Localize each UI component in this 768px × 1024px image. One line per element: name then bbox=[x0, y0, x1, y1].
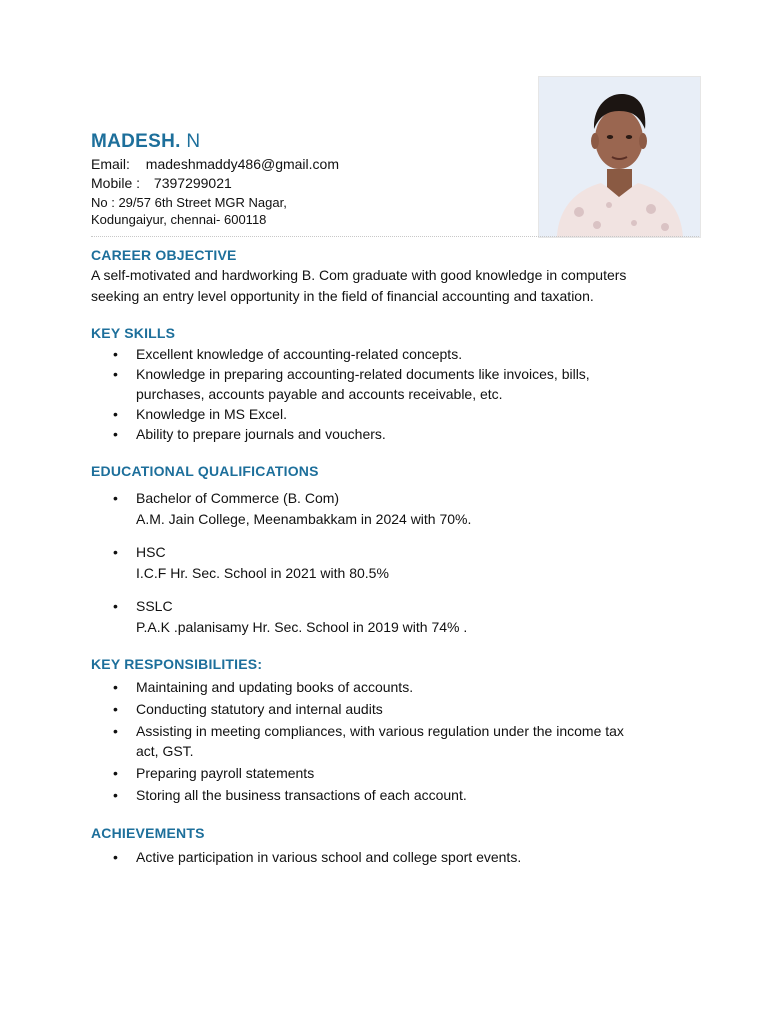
bullet: • bbox=[113, 544, 118, 560]
email-row bbox=[91, 156, 339, 172]
email-label: Email: bbox=[91, 156, 130, 172]
responsibility-text: act, GST. bbox=[136, 743, 194, 759]
responsibility-text: Maintaining and updating books of accounts. bbox=[136, 679, 414, 695]
skill-text: purchases, accounts payable and accounts receivable, etc. bbox=[136, 386, 503, 402]
profile-photo bbox=[538, 76, 701, 238]
mobile-label: Mobile : bbox=[91, 175, 141, 191]
education-detail-row bbox=[113, 509, 471, 530]
bullet: • bbox=[113, 346, 118, 362]
key-skills-list bbox=[113, 344, 590, 444]
education-detail: P.A.K .palanisamy Hr. Sec. School in 2019 with 74% . bbox=[136, 619, 468, 635]
education-title-row bbox=[113, 596, 467, 617]
list-item bbox=[113, 785, 624, 805]
education-title: HSC bbox=[136, 544, 166, 560]
list-item bbox=[113, 364, 590, 384]
list-item bbox=[113, 344, 590, 364]
skill-text: Ability to prepare journals and vouchers. bbox=[136, 426, 386, 442]
email-value: madeshmaddy486@gmail.com bbox=[145, 156, 339, 172]
achievement-text: Active participation in various school and college sport events. bbox=[136, 849, 522, 865]
name-initial: N bbox=[186, 131, 201, 152]
portrait-illustration bbox=[539, 77, 700, 237]
achievements-heading: ACHIEVEMENTS bbox=[91, 825, 205, 841]
name-main: MADESH. bbox=[91, 131, 181, 152]
responsibility-text: Preparing payroll statements bbox=[136, 765, 315, 781]
list-item-continuation bbox=[113, 384, 590, 404]
list-item-continuation bbox=[113, 741, 624, 761]
bullet: • bbox=[113, 426, 118, 442]
mobile-value: 7397299021 bbox=[153, 175, 232, 191]
education-detail-row bbox=[113, 563, 389, 584]
bullet: • bbox=[113, 849, 118, 865]
candidate-name bbox=[91, 131, 200, 153]
responsibility-text: Storing all the business transactions of each account. bbox=[136, 787, 467, 803]
list-item bbox=[113, 847, 521, 867]
list-item bbox=[113, 763, 624, 783]
list-item bbox=[113, 721, 624, 741]
education-detail: A.M. Jain College, Meenambakkam in 2024 with 70%. bbox=[136, 511, 472, 527]
career-objective-line-2: seeking an entry level opportunity in the field of financial accounting and taxation. bbox=[91, 288, 594, 304]
bullet: • bbox=[113, 366, 118, 382]
education-title-row bbox=[113, 542, 389, 563]
address-line-1: No : 29/57 6th Street MGR Nagar, bbox=[91, 195, 287, 210]
career-objective-line-1: A self-motivated and hardworking B. Com graduate with good knowledge in computers bbox=[91, 267, 627, 283]
education-detail-row bbox=[113, 617, 467, 638]
responsibilities-heading: KEY RESPONSIBILITIES: bbox=[91, 656, 263, 672]
responsibilities-list bbox=[113, 677, 624, 805]
education-heading: EDUCATIONAL QUALIFICATIONS bbox=[91, 463, 319, 479]
list-item bbox=[113, 424, 590, 444]
career-objective-text bbox=[91, 265, 691, 307]
education-entry-bcom bbox=[113, 488, 471, 530]
education-title-row bbox=[113, 488, 471, 509]
list-item bbox=[113, 699, 624, 719]
bullet: • bbox=[113, 787, 118, 803]
skill-text: Excellent knowledge of accounting-related concepts. bbox=[136, 346, 463, 362]
education-entry-sslc bbox=[113, 596, 467, 638]
header-divider bbox=[91, 236, 699, 237]
bullet: • bbox=[113, 406, 118, 422]
bullet: • bbox=[113, 701, 118, 717]
bullet: • bbox=[113, 723, 118, 739]
list-item bbox=[113, 677, 624, 697]
responsibility-text: Assisting in meeting compliances, with various regulation under the income tax bbox=[136, 723, 624, 739]
address-line-2: Kodungaiyur, chennai- 600118 bbox=[91, 212, 267, 227]
education-title: SSLC bbox=[136, 598, 173, 614]
education-detail: I.C.F Hr. Sec. School in 2021 with 80.5% bbox=[136, 565, 389, 581]
bullet: • bbox=[113, 598, 118, 614]
education-title: Bachelor of Commerce (B. Com) bbox=[136, 490, 340, 506]
bullet: • bbox=[113, 490, 118, 506]
skill-text: Knowledge in MS Excel. bbox=[136, 406, 287, 422]
education-entry-hsc bbox=[113, 542, 389, 584]
skill-text: Knowledge in preparing accounting-related documents like invoices, bills, bbox=[136, 366, 590, 382]
responsibility-text: Conducting statutory and internal audits bbox=[136, 701, 383, 717]
key-skills-heading: KEY SKILLS bbox=[91, 325, 176, 341]
bullet: • bbox=[113, 679, 118, 695]
mobile-row bbox=[91, 175, 232, 191]
career-objective-heading: CAREER OBJECTIVE bbox=[91, 247, 237, 263]
bullet: • bbox=[113, 765, 118, 781]
achievements-list bbox=[113, 847, 521, 867]
list-item bbox=[113, 404, 590, 424]
